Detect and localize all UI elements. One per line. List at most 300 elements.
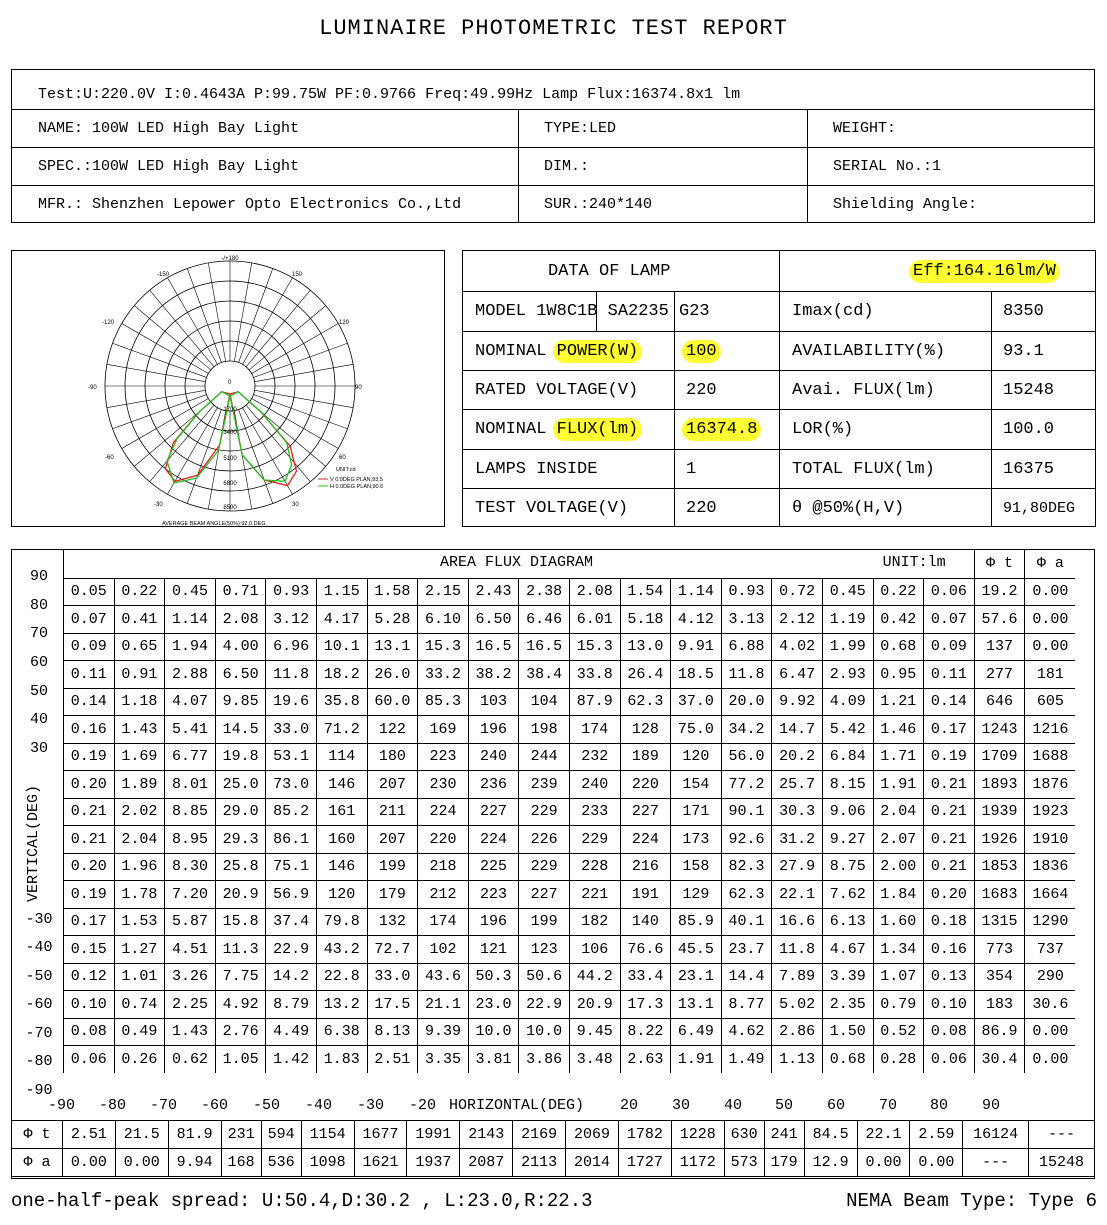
flux-cell: 0.22 [114, 578, 165, 606]
phi-a-cell: 573 [724, 1149, 764, 1177]
lamps-inside-value: 1 [686, 459, 697, 479]
polar-spoke [253, 395, 347, 429]
flux-cell: 0.72 [772, 578, 823, 606]
flux-cell: 25.7 [772, 771, 823, 799]
flux-cell: 25.0 [215, 771, 266, 799]
phi-t-cell: 2169 [513, 1121, 566, 1149]
phi-t-cell: --- [1029, 1121, 1095, 1149]
flux-cell: 35.8 [316, 688, 367, 716]
flux-cell: 0.20 [924, 881, 975, 909]
flux-cell: 1893 [974, 771, 1025, 799]
flux-cell: 4.12 [671, 606, 722, 634]
flux-cell: 30.4 [974, 1046, 1025, 1074]
flux-cell: 3.86 [519, 1046, 570, 1074]
flux-cell: 3.35 [418, 1046, 469, 1074]
flux-cell: 13.0 [620, 633, 671, 661]
total-flux-value: 16375 [1003, 459, 1055, 479]
flux-row [64, 908, 1076, 936]
polar-diagram [11, 250, 445, 527]
polar-spoke [113, 395, 207, 429]
phi-a-cell: 12.9 [804, 1149, 857, 1177]
flux-cell: 0.11 [924, 661, 975, 689]
flux-cell: 72.7 [367, 936, 418, 964]
flux-cell: 1.18 [114, 688, 165, 716]
flux-cell: 182 [569, 908, 620, 936]
flux-cell: 0.16 [64, 716, 115, 744]
flux-cell: 0.21 [64, 826, 115, 854]
phi-t-cell: 594 [261, 1121, 301, 1149]
flux-cell: 6.50 [468, 606, 519, 634]
flux-cell: 605 [1025, 688, 1076, 716]
flux-cell: 120 [316, 881, 367, 909]
flux-cell: 29.0 [215, 798, 266, 826]
theta-value: 91,80DEG [1003, 499, 1076, 517]
flux-cell: 6.49 [671, 1018, 722, 1046]
horizontal-tick-label: 70 [879, 1097, 898, 1114]
horizontal-tick-label: 60 [827, 1097, 846, 1114]
flux-cell: 3.48 [569, 1046, 620, 1074]
flux-cell: 20.9 [215, 881, 266, 909]
flux-cell: 14.4 [721, 963, 772, 991]
flux-cell: 2.38 [519, 578, 570, 606]
flux-cell: 0.68 [873, 633, 924, 661]
flux-cell: 5.42 [822, 716, 873, 744]
flux-cell: 15.3 [569, 633, 620, 661]
flux-cell: 0.79 [873, 991, 924, 1019]
flux-cell: 2.02 [114, 798, 165, 826]
flux-row [64, 606, 1076, 634]
flux-cell: 0.13 [924, 963, 975, 991]
flux-cell: 2.08 [215, 606, 266, 634]
flux-cell: 4.00 [215, 633, 266, 661]
flux-cell: 71.2 [316, 716, 367, 744]
flux-cell: 160 [316, 826, 367, 854]
flux-cell: 1.19 [822, 606, 873, 634]
flux-cell: 1.89 [114, 771, 165, 799]
theta-label: θ @50%(H,V) [792, 498, 905, 518]
flux-cell: 13.1 [671, 991, 722, 1019]
flux-cell: 211 [367, 798, 418, 826]
flux-cell: 79.8 [316, 908, 367, 936]
info-weight: WEIGHT: [833, 120, 897, 137]
flux-cell: 1.71 [873, 743, 924, 771]
flux-cell: 4.17 [316, 606, 367, 634]
flux-cell: 0.17 [924, 716, 975, 744]
flux-cell: 104 [519, 688, 570, 716]
phi-t-cell: 1782 [618, 1121, 671, 1149]
horizontal-tick-label: 50 [775, 1097, 794, 1114]
phi-a-header: Φ a [1025, 550, 1076, 578]
flux-cell: 229 [569, 826, 620, 854]
flux-cell: 0.18 [924, 908, 975, 936]
flux-cell: 0.93 [721, 578, 772, 606]
half-peak-spread: one-half-peak spread: U:50.4,D:30.2 , L:23.0,R:22.3 [11, 1190, 593, 1212]
phi-a-cell: 0.00 [115, 1149, 168, 1177]
phi-a-cell: 2087 [460, 1149, 513, 1177]
flux-cell: 0.49 [114, 1018, 165, 1046]
phi-a-cell: 9.94 [168, 1149, 221, 1177]
flux-cell: 1315 [974, 908, 1025, 936]
phi-a-cell: --- [963, 1149, 1029, 1177]
polar-angle-150: 150 [292, 272, 303, 278]
avai-flux-label: Avai. FLUX(lm) [792, 380, 935, 400]
flux-cell: 174 [569, 716, 620, 744]
flux-cell: 6.50 [215, 661, 266, 689]
flux-cell: 75.0 [671, 716, 722, 744]
polar-angle-m30: -30 [154, 502, 163, 508]
polar-spoke [134, 306, 211, 370]
vertical-tick-label: 70 [29, 625, 48, 642]
phi-t-cell: 231 [221, 1121, 261, 1149]
flux-cell: 0.00 [1025, 578, 1076, 606]
polar-ring-4: 6800 [223, 481, 237, 487]
rated-voltage-label: RATED VOLTAGE(V) [475, 380, 639, 400]
flux-cell: 22.1 [772, 881, 823, 909]
flux-row [64, 716, 1076, 744]
flux-cell: 174 [418, 908, 469, 936]
flux-cell: 14.2 [266, 963, 317, 991]
flux-cell: 1.07 [873, 963, 924, 991]
polar-angle-30: 30 [292, 502, 299, 508]
flux-cell: 9.39 [418, 1018, 469, 1046]
flux-cell: 290 [1025, 963, 1076, 991]
flux-cell: 40.1 [721, 908, 772, 936]
flux-cell: 22.8 [316, 963, 367, 991]
efficacy-value: Eff:164.16lm/W [909, 260, 1060, 283]
polar-angle-m120: -120 [102, 320, 115, 326]
flux-cell: 43.2 [316, 936, 367, 964]
flux-cell: 198 [519, 716, 570, 744]
flux-cell: 8.22 [620, 1018, 671, 1046]
test-voltage-label: TEST VOLTAGE(V) [475, 498, 629, 518]
flux-cell: 14.5 [215, 716, 266, 744]
flux-cell: 216 [620, 853, 671, 881]
flux-cell: 37.4 [266, 908, 317, 936]
flux-cell: 1.54 [620, 578, 671, 606]
flux-cell: 0.06 [924, 1046, 975, 1074]
flux-cell: 29.3 [215, 826, 266, 854]
phi-t-cell: 630 [724, 1121, 764, 1149]
power-prefix: NOMINAL [475, 341, 547, 361]
flux-cell: 3.13 [721, 606, 772, 634]
horizontal-tick-label: 80 [930, 1097, 949, 1114]
flux-row [64, 1018, 1076, 1046]
flux-cell: 50.6 [519, 963, 570, 991]
phi-a-cell: 1172 [671, 1149, 724, 1177]
phi-t-cell: 241 [764, 1121, 804, 1149]
flux-cell: 1.42 [266, 1046, 317, 1074]
flux-cell: 218 [418, 853, 469, 881]
polar-top-label: -/+180 [221, 256, 239, 262]
flux-cell: 0.10 [64, 991, 115, 1019]
flux-cell: 0.74 [114, 991, 165, 1019]
flux-cell: 60.0 [367, 688, 418, 716]
flux-cell: 0.16 [924, 936, 975, 964]
horizontal-tick-label: -80 [99, 1097, 127, 1114]
flux-cell: 4.62 [721, 1018, 772, 1046]
flux-cell: 11.3 [215, 936, 266, 964]
lamp-model: MODEL 1W8C1B SA2235 G23 [475, 302, 710, 321]
flux-cell: 0.26 [114, 1046, 165, 1074]
flux-cell: 0.11 [64, 661, 115, 689]
flux-cell: 240 [468, 743, 519, 771]
flux-cell: 277 [974, 661, 1025, 689]
flux-cell: 171 [671, 798, 722, 826]
polar-ring-5: 8500 [223, 505, 237, 511]
horizontal-tick-label: -20 [409, 1097, 437, 1114]
flux-cell: 10.0 [519, 1018, 570, 1046]
flux-cell: 120 [671, 743, 722, 771]
flux-cell: 9.91 [671, 633, 722, 661]
phi-t-cell: 2.59 [910, 1121, 963, 1149]
flux-cell: 45.5 [671, 936, 722, 964]
flux-cell: 1.78 [114, 881, 165, 909]
flux-cell: 0.12 [64, 963, 115, 991]
flux-cell: 2.12 [772, 606, 823, 634]
flux-cell: 53.1 [266, 743, 317, 771]
flux-cell: 9.45 [569, 1018, 620, 1046]
flux-cell: 30.6 [1025, 991, 1076, 1019]
flux-cell: 10.0 [468, 1018, 519, 1046]
flux-row [64, 798, 1076, 826]
flux-cell: 2.76 [215, 1018, 266, 1046]
flux-cell: 0.21 [924, 853, 975, 881]
vertical-tick-label: -50 [25, 968, 53, 985]
flux-cell: 0.52 [873, 1018, 924, 1046]
horizontal-tick-label: -30 [357, 1097, 385, 1114]
flux-cell: 77.2 [721, 771, 772, 799]
polar-spoke [255, 390, 353, 407]
flux-cell: 9.92 [772, 688, 823, 716]
flux-cell: 33.4 [620, 963, 671, 991]
flux-row [64, 688, 1076, 716]
flux-row [64, 578, 1076, 606]
flux-cell: 1688 [1025, 743, 1076, 771]
flux-cell: 26.4 [620, 661, 671, 689]
phi-a-cell: 1937 [407, 1149, 460, 1177]
flux-cell: 0.91 [114, 661, 165, 689]
flux-cell: 1853 [974, 853, 1025, 881]
flux-cell: 128 [620, 716, 671, 744]
phi-t-cell: 21.5 [115, 1121, 168, 1149]
flux-cell: 8.01 [165, 771, 216, 799]
flux-cell: 1216 [1025, 716, 1076, 744]
flux-row [64, 661, 1076, 689]
phi-t-cell: 1228 [671, 1121, 724, 1149]
flux-cell: 20.2 [772, 743, 823, 771]
flux-cell: 82.3 [721, 853, 772, 881]
polar-curve-v [165, 392, 296, 486]
flux-cell: 0.00 [1025, 633, 1076, 661]
test-line: Test:U:220.0V I:0.4643A P:99.75W PF:0.9766 Freq:49.99Hz Lamp Flux:16374.8x1 lm [38, 86, 741, 103]
flux-cell: 15.8 [215, 908, 266, 936]
flux-cell: 1664 [1025, 881, 1076, 909]
flux-cell: 224 [620, 826, 671, 854]
flux-cell: 57.6 [974, 606, 1025, 634]
flux-cell: 0.19 [64, 743, 115, 771]
flux-cell: 1910 [1025, 826, 1076, 854]
flux-cell: 161 [316, 798, 367, 826]
flux-cell: 224 [468, 826, 519, 854]
flux-cell: 1.69 [114, 743, 165, 771]
flux-cell: 0.21 [924, 771, 975, 799]
info-name: NAME: 100W LED High Bay Light [38, 120, 300, 137]
flux-cell: 1709 [974, 743, 1025, 771]
flux-cell: 0.06 [64, 1046, 115, 1074]
flux-cell: 221 [569, 881, 620, 909]
flux-row [64, 826, 1076, 854]
flux-cell: 0.68 [822, 1046, 873, 1074]
vertical-axis-label: VERTICAL(DEG) [25, 784, 43, 903]
flux-cell: 236 [468, 771, 519, 799]
vertical-tick-label: 90 [29, 568, 48, 585]
flux-cell: 33.0 [367, 963, 418, 991]
availability-label: AVAILABILITY(%) [792, 341, 946, 361]
flux-cell: 2.15 [418, 578, 469, 606]
flux-cell: 23.1 [671, 963, 722, 991]
flux-cell: 22.9 [519, 991, 570, 1019]
info-serial: SERIAL No.:1 [833, 158, 942, 175]
phi-a-cell: 1098 [301, 1149, 354, 1177]
polar-spoke [208, 263, 225, 361]
phi-a-cell: 0.00 [857, 1149, 910, 1177]
flux-cell: 0.65 [114, 633, 165, 661]
flux-cell: 123 [519, 936, 570, 964]
flux-cell: 5.28 [367, 606, 418, 634]
flux-cell: 114 [316, 743, 367, 771]
flux-cell: 27.9 [772, 853, 823, 881]
flux-cell: 85.3 [418, 688, 469, 716]
flux-cell: 56.9 [266, 881, 317, 909]
polar-angle-90: 90 [355, 385, 362, 391]
flux-cell: 19.2 [974, 578, 1025, 606]
phi-a-cell: 15248 [1029, 1149, 1095, 1177]
phi-t-cell: 1991 [407, 1121, 460, 1149]
info-type: TYPE:LED [544, 120, 617, 137]
polar-beam-angle: AVERAGE BEAM ANGLE(50%):92.0 DEG [162, 521, 266, 526]
polar-ring-2: 3400 [223, 430, 237, 436]
flux-cell: 183 [974, 991, 1025, 1019]
flux-cell: 106 [569, 936, 620, 964]
flux-cell: 196 [468, 908, 519, 936]
flux-cell: 1683 [974, 881, 1025, 909]
flux-cell: 62.3 [620, 688, 671, 716]
flux-cell: 0.20 [64, 853, 115, 881]
flux-cell: 18.2 [316, 661, 367, 689]
flux-cell: 646 [974, 688, 1025, 716]
flux-cell: 5.18 [620, 606, 671, 634]
flux-cell: 1.46 [873, 716, 924, 744]
info-spec: SPEC.:100W LED High Bay Light [38, 158, 300, 175]
flux-cell: 1.27 [114, 936, 165, 964]
flux-cell: 2.63 [620, 1046, 671, 1074]
vertical-tick-label: 80 [29, 597, 48, 614]
flux-cell: 8.13 [367, 1018, 418, 1046]
flux-cell: 122 [367, 716, 418, 744]
flux-cell: 76.6 [620, 936, 671, 964]
polar-spoke [246, 290, 310, 367]
flux-cell: 0.19 [64, 881, 115, 909]
flux-cell: 17.5 [367, 991, 418, 1019]
flux-cell: 354 [974, 963, 1025, 991]
polar-spoke [150, 290, 214, 367]
total-flux-label: TOTAL FLUX(lm) [792, 459, 935, 479]
polar-spoke [107, 364, 205, 381]
flux-cell: 1.14 [671, 578, 722, 606]
flux-cell: 0.22 [873, 578, 924, 606]
horizontal-tick-label: 20 [620, 1097, 639, 1114]
info-shielding: Shielding Angle: [833, 196, 978, 213]
flux-row [64, 743, 1076, 771]
flux-cell: 8.75 [822, 853, 873, 881]
phi-a-cell: 2014 [566, 1149, 619, 1177]
polar-spoke [255, 364, 353, 381]
flux-cell: 228 [569, 853, 620, 881]
flux-cell: 1.60 [873, 908, 924, 936]
flux-cell: 0.14 [924, 688, 975, 716]
flux-cell: 85.2 [266, 798, 317, 826]
flux-value: 16374.8 [682, 418, 761, 441]
flux-cell: 224 [418, 798, 469, 826]
flux-cell: 11.8 [721, 661, 772, 689]
flux-cell: 8.77 [721, 991, 772, 1019]
polar-spoke [113, 343, 207, 377]
flux-cell: 0.21 [924, 826, 975, 854]
horizontal-tick-label: 30 [672, 1097, 691, 1114]
flux-grid [63, 550, 1075, 1073]
vertical-tick-label: -90 [25, 1082, 53, 1099]
flux-cell: 226 [519, 826, 570, 854]
flux-cell: 10.1 [316, 633, 367, 661]
flux-cell: 34.2 [721, 716, 772, 744]
flux-cell: 0.09 [64, 633, 115, 661]
flux-cell: 25.8 [215, 853, 266, 881]
flux-cell: 0.08 [924, 1018, 975, 1046]
flux-cell: 50.3 [468, 963, 519, 991]
flux-cell: 227 [468, 798, 519, 826]
horizontal-tick-label: -60 [201, 1097, 229, 1114]
flux-cell: 33.0 [266, 716, 317, 744]
flux-cell: 5.87 [165, 908, 216, 936]
flux-cell: 4.02 [772, 633, 823, 661]
flux-row [64, 771, 1076, 799]
info-sur: SUR.:240*140 [544, 196, 653, 213]
flux-cell: 1.53 [114, 908, 165, 936]
flux-cell: 137 [974, 633, 1025, 661]
flux-cell: 169 [418, 716, 469, 744]
flux-cell: 181 [1025, 661, 1076, 689]
report-title: LUMINAIRE PHOTOMETRIC TEST REPORT [319, 16, 788, 41]
flux-cell: 2.08 [569, 578, 620, 606]
flux-cell: 1.05 [215, 1046, 266, 1074]
polar-unit: UNIT:cd [336, 467, 356, 473]
flux-cell: 154 [671, 771, 722, 799]
flux-cell: 3.12 [266, 606, 317, 634]
polar-legend-v: V 0.0DEG PLAN,93.5 [330, 477, 383, 483]
flux-cell: 212 [418, 881, 469, 909]
polar-spoke [150, 405, 214, 482]
vertical-tick-label: 60 [29, 654, 48, 671]
flux-cell: 0.28 [873, 1046, 924, 1074]
flux-cell: 56.0 [721, 743, 772, 771]
polar-spoke [239, 269, 273, 363]
flux-cell: 0.07 [924, 606, 975, 634]
flux-cell: 23.0 [468, 991, 519, 1019]
phi-t-row [12, 1121, 1095, 1149]
flux-cell: 6.88 [721, 633, 772, 661]
phi-a-cell: 2113 [513, 1149, 566, 1177]
phi-t-cell: 1677 [354, 1121, 407, 1149]
